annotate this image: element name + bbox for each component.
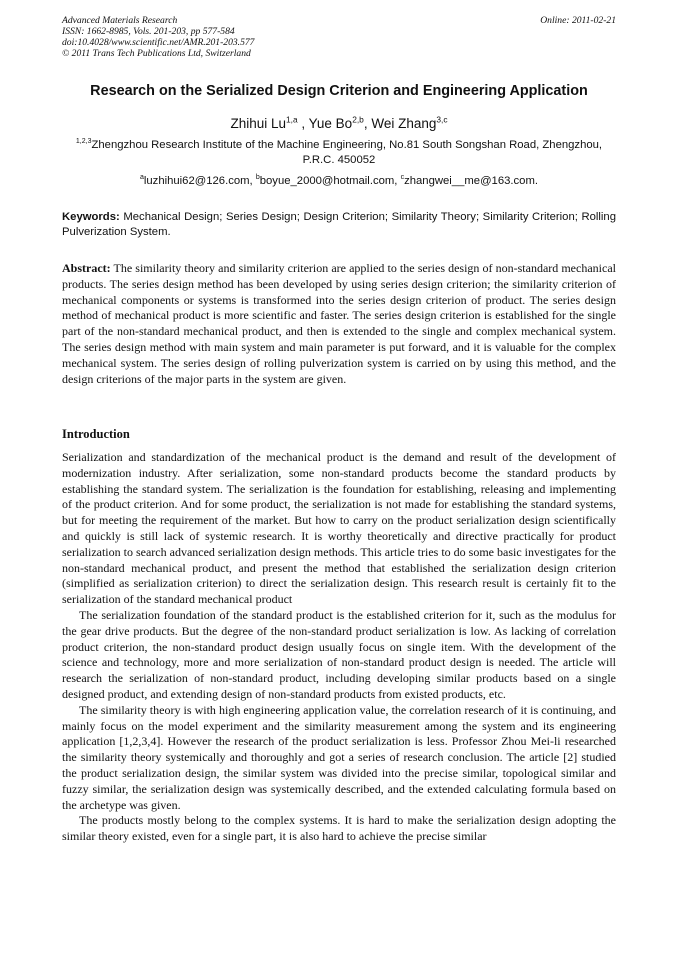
author-separator: , — [363, 116, 372, 131]
journal-name: Advanced Materials Research — [62, 15, 178, 26]
affiliation — [70, 138, 608, 168]
section-heading: Introduction — [62, 427, 130, 441]
online-date: Online: 2011-02-21 — [540, 15, 616, 26]
body-paragraph: The serialization foundation of the standard product is the established criterion for it, such as the modulus for the gear drive products. But the degree of the non-standard product serialization is low. As lacking of correlation product criterion, the non-standard product design usually focus on single item. With the development of the science and technology, more and more serialization of non-standard product design is needed. The article will research the serialization of non-standard product, including developing similar products based on a single designed product, and extending design of non-standard products from existed products, etc. — [62, 607, 616, 701]
email-superscript: b — [255, 174, 260, 182]
abstract-label: Abstract: — [62, 261, 111, 275]
email-separator: , — [394, 175, 401, 187]
author-name: Zhihui Lu — [230, 116, 286, 131]
affiliation-superscript: 1,2,3 — [75, 138, 92, 146]
author-superscript: 2,b — [352, 114, 364, 125]
email-separator: , — [249, 175, 256, 187]
journal-header — [62, 15, 616, 59]
email-superscript: c — [400, 174, 405, 182]
author-list — [62, 115, 616, 133]
keywords-block — [62, 210, 616, 239]
author-separator: , — [297, 116, 309, 131]
journal-copyright: © 2011 Trans Tech Publications Ltd, Switzerland — [62, 48, 251, 59]
journal-doi: doi:10.4028/www.scientific.net/AMR.201-203.577 — [62, 37, 255, 48]
email-separator: . — [534, 175, 539, 187]
author-name: Yue Bo — [308, 116, 353, 131]
email-address: boyue_2000@hotmail.com — [259, 175, 395, 187]
email-address: zhangwei__me@163.com — [404, 175, 535, 187]
body-paragraph: Serialization and standardization of the mechanical product is the demand and result of the development of modernization industry. After serialization, some non-standard products become the standard products by establishing the standard system. The serialization is the foundation for establishing, releasing and implementing of the product criterion. And for some product, the serialization is not made for establishing the standard systems, but for meeting the requirement of the market. But how to carry on the product serialization design scientifically and quickly is still lack of systemic research. It is worthy theoretically and directive practically for product serialization to search advanced serialization design methods. This article tries to do some basic investigates for the non-standard mechanical product, and present the method that established the serialization design criterion (simplified as serialization criterion) to direct the serialization design. This research result is certainly fit to the serialization of the standard mechanical product — [62, 450, 616, 607]
author-superscript: 1,a — [286, 114, 298, 125]
abstract-text: The similarity theory and similarity criterion are applied to the series design of non-standard mechanical products. The series design method has been developed by using series design criterion; the similarity criterion of mechanical components or systems is transformed into the series design criterion of product. The series design method of mechanical product is more scientific and faster. The series design criterion is established for the single part of the non-standard mechanical product, and then is extended to the single and complex mechanical system. The series design method with main system and main parameter is put forward, and it is valuable for the complex mechanical system. The series design of rolling pulverization system is carried on by using this method, and the design criterions of the major parts in the system are given. — [62, 261, 616, 386]
affiliation-text: Zhengzhou Research Institute of the Machine Engineering, No.81 South Songshan Road, Zhengzhou, P.R.C. 450052 — [91, 139, 603, 166]
abstract-block — [62, 261, 616, 387]
paper-title: Research on the Serialized Design Criterion and Engineering Application — [90, 83, 588, 99]
body-paragraph: The similarity theory is with high engineering application value, the correlation research of it is continuing, and mainly focus on the model experiment and the similarity measurement among the system and its engineering application [1,2,3,4]. However the research of the product serialization is less. Professor Zhou Mei-li researched the similarity theory systemically and thoroughly and got a series of research conclusion. The article [2] studied the product serialization design, the similar system was divided into the precise similar, topological similar and fuzzy similar, the serialization design was systemically described, and the extended calculating formula based on the archetype was given. — [62, 702, 616, 812]
email-list — [62, 174, 616, 189]
introduction-body — [62, 450, 616, 845]
keywords-text: Mechanical Design; Series Design; Design Criterion; Similarity Theory; Similarity Criterion; Rolling Pulverization System. — [62, 211, 617, 238]
email-superscript: a — [139, 174, 144, 182]
body-paragraph: The products mostly belong to the complex systems. It is hard to make the serialization design adopting the similar theory existed, even for a single part, it is also hard to achieve the precise similar — [62, 813, 616, 844]
journal-issn: ISSN: 1662-8985, Vols. 201-203, pp 577-584 — [62, 26, 235, 37]
author-superscript: 3,c — [436, 114, 448, 125]
email-address: luzhihui62@126.com — [143, 175, 250, 187]
keywords-label: Keywords: — [62, 211, 120, 223]
author-name: Wei Zhang — [371, 116, 437, 131]
